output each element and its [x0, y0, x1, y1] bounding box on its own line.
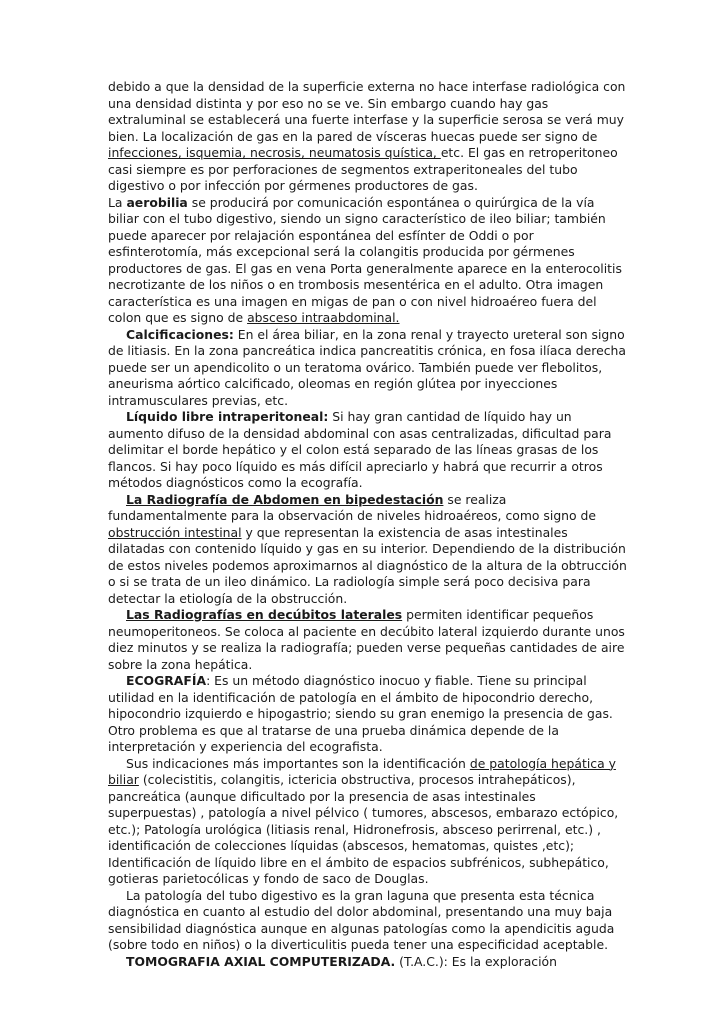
text-span: : Es un método diagnóstico inocuo y fiable. Tiene su principal utilidad en la identificación de patología en el ámbito de hipocondrio derecho, hipocondrio izquierdo e hipogastrio; siendo su gran enemigo la presencia de gas. Otro problema es que al tratarse de una prueba dinámica depende de la interpretación y experiencia del ecografista.	[108, 673, 613, 754]
text-span: (T.A.C.): Es la exploración	[395, 953, 557, 969]
text-span: La	[108, 194, 127, 210]
text-span: Si hay gran cantidad de líquido hay un aumento difuso de la densidad abdominal con asas centralizadas, dificultad para delimitar el borde hepático y el colon está separado de las líneas grasas de los flancos. Si hay poco líquido es más difícil apreciarlo y habrá que recurrir a otros métodos diagnósticos como la ecografía.	[108, 409, 612, 490]
paragraph-tubo-digestivo	[108, 888, 628, 954]
heading-calcificaciones: Calcificaciones:	[126, 326, 234, 342]
text-span: La patología del tubo digestivo es la gran laguna que presenta esta técnica diagnóstica en cuanto al estudio del dolor abdominal, presentando una muy baja sensibilidad diagnóstica aunque en algunas patologías como la apendicitis aguda (sobre todo en niños) o la diverticulitis pueda tener una especificidad aceptable.	[108, 887, 615, 952]
heading-ecografia: ECOGRAFÍA	[126, 673, 207, 688]
text-span: etc. El gas en retroperitoneo casi siempre es por perforaciones de segmentos extraperitoneales del tubo digestivo o por infección por gérmenes productores de gas.	[108, 145, 618, 193]
paragraph-indicaciones	[108, 756, 628, 888]
heading-tac: TOMOGRAFIA AXIAL COMPUTERIZADA.	[126, 953, 396, 969]
paragraph-liquido-libre	[108, 409, 628, 492]
text-span: se producirá por comunicación espontánea o quirúrgica de la vía biliar con el tubo digestivo, siendo un signo característico de ileo biliar; también puede aparecer por relajación espontánea del esfínter de Oddi o por esfinterotomía, más excepcional será la colangitis producida por gérmenes productores de gas. El gas en vena Porta generalmente aparece en la enterocolitis necrotizante de los niños o en trombosis mesentérica en el adulto. Otra imagen característica es una imagen en migas de pan o con nivel hidroaéreo fuera del colon que es signo de	[108, 194, 622, 325]
text-span: permiten identificar pequeños neumoperitoneos. Se coloca al paciente en decúbito lateral izquierdo durante unos diez minutos y se realiza la radiografía; pueden verse pequeñas cantidades de aire sobre la zona hepática.	[108, 607, 625, 672]
link-radiografias-decubitos[interactable]: Las Radiografías en decúbitos laterales	[126, 607, 403, 622]
text-span: Sus indicaciones más importantes son la identificación	[126, 755, 470, 771]
document-page	[108, 79, 628, 970]
link-obstruccion-intestinal[interactable]: obstrucción intestinal	[108, 524, 242, 540]
link-infecciones[interactable]: infecciones, isquemia, necrosis, neumatosis quística,	[108, 145, 441, 160]
text-span: se realiza fundamentalmente para la observación de niveles hidroaéreos, como signo de	[108, 491, 597, 523]
paragraph-ecografia	[108, 673, 628, 756]
paragraph-decubitos-laterales	[108, 607, 628, 673]
text-span: debido a que la densidad de la superficie externa no hace interfase radiológica con una densidad distinta y por eso no se ve. Sin embargo cuando hay gas extraluminal se establecerá una fuerte interfase y la superficie serosa se verá muy bien. La localización de gas en la pared de vísceras huecas puede ser signo de	[108, 79, 626, 144]
text-span: (colecistitis, colangitis, ictericia obstructiva, procesos intrahepáticos), pancreática (aunque dificultado por la presencia de asas intestinales superpuestas) , patología a nivel pélvico ( tumores, abscesos, embarazo ectópico, etc.); Patología urológica (litiasis renal, Hidronefrosis, absceso perirrenal, etc.) , identificación de colecciones líquidas (abscesos, hematomas, quistes ,etc); Identificación de líquido libre en el ámbito de espacios subfrénicos, subhepático, gotieras parietocólicas y fondo de saco de Douglas.	[108, 772, 619, 886]
link-patologia-hepatica[interactable]: de patología hepática y biliar	[108, 755, 616, 787]
heading-liquido-libre: Líquido libre intraperitoneal:	[126, 409, 329, 424]
paragraph-tac	[108, 954, 628, 971]
paragraph-bipedestacion	[108, 492, 628, 608]
paragraph-gas-location	[108, 79, 628, 195]
link-absceso-intraabdominal[interactable]: absceso intraabdominal.	[247, 310, 400, 325]
paragraph-aerobilia	[108, 195, 628, 327]
text-span: y que representan la existencia de asas intestinales dilatadas con contenido líquido y gas en su interior. Dependiendo de la distribución de estos niveles podemos aproximarnos al diagnóstico de la altura de la obtrucción o si se trata de un ileo dinámico. La radiología simple será poco decisiva para detectar la etiología de la obstrucción.	[108, 524, 627, 606]
paragraph-calcificaciones	[108, 327, 628, 410]
term-aerobilia: aerobilia	[126, 194, 188, 210]
link-radiografia-bipedestacion[interactable]: La Radiografía de Abdomen en bipedestación	[126, 491, 444, 507]
text-span: En el área biliar, en la zona renal y trayecto ureteral son signo de litiasis. En la zona pancreática indica pancreatitis crónica, en fosa ilíaca derecha puede ser un apendicolito o un teratoma ovárico. También puede ver flebolitos, aneurisma aórtico calcificado, oleomas en región glútea por inyecciones intramusculares previas, etc.	[108, 326, 627, 408]
